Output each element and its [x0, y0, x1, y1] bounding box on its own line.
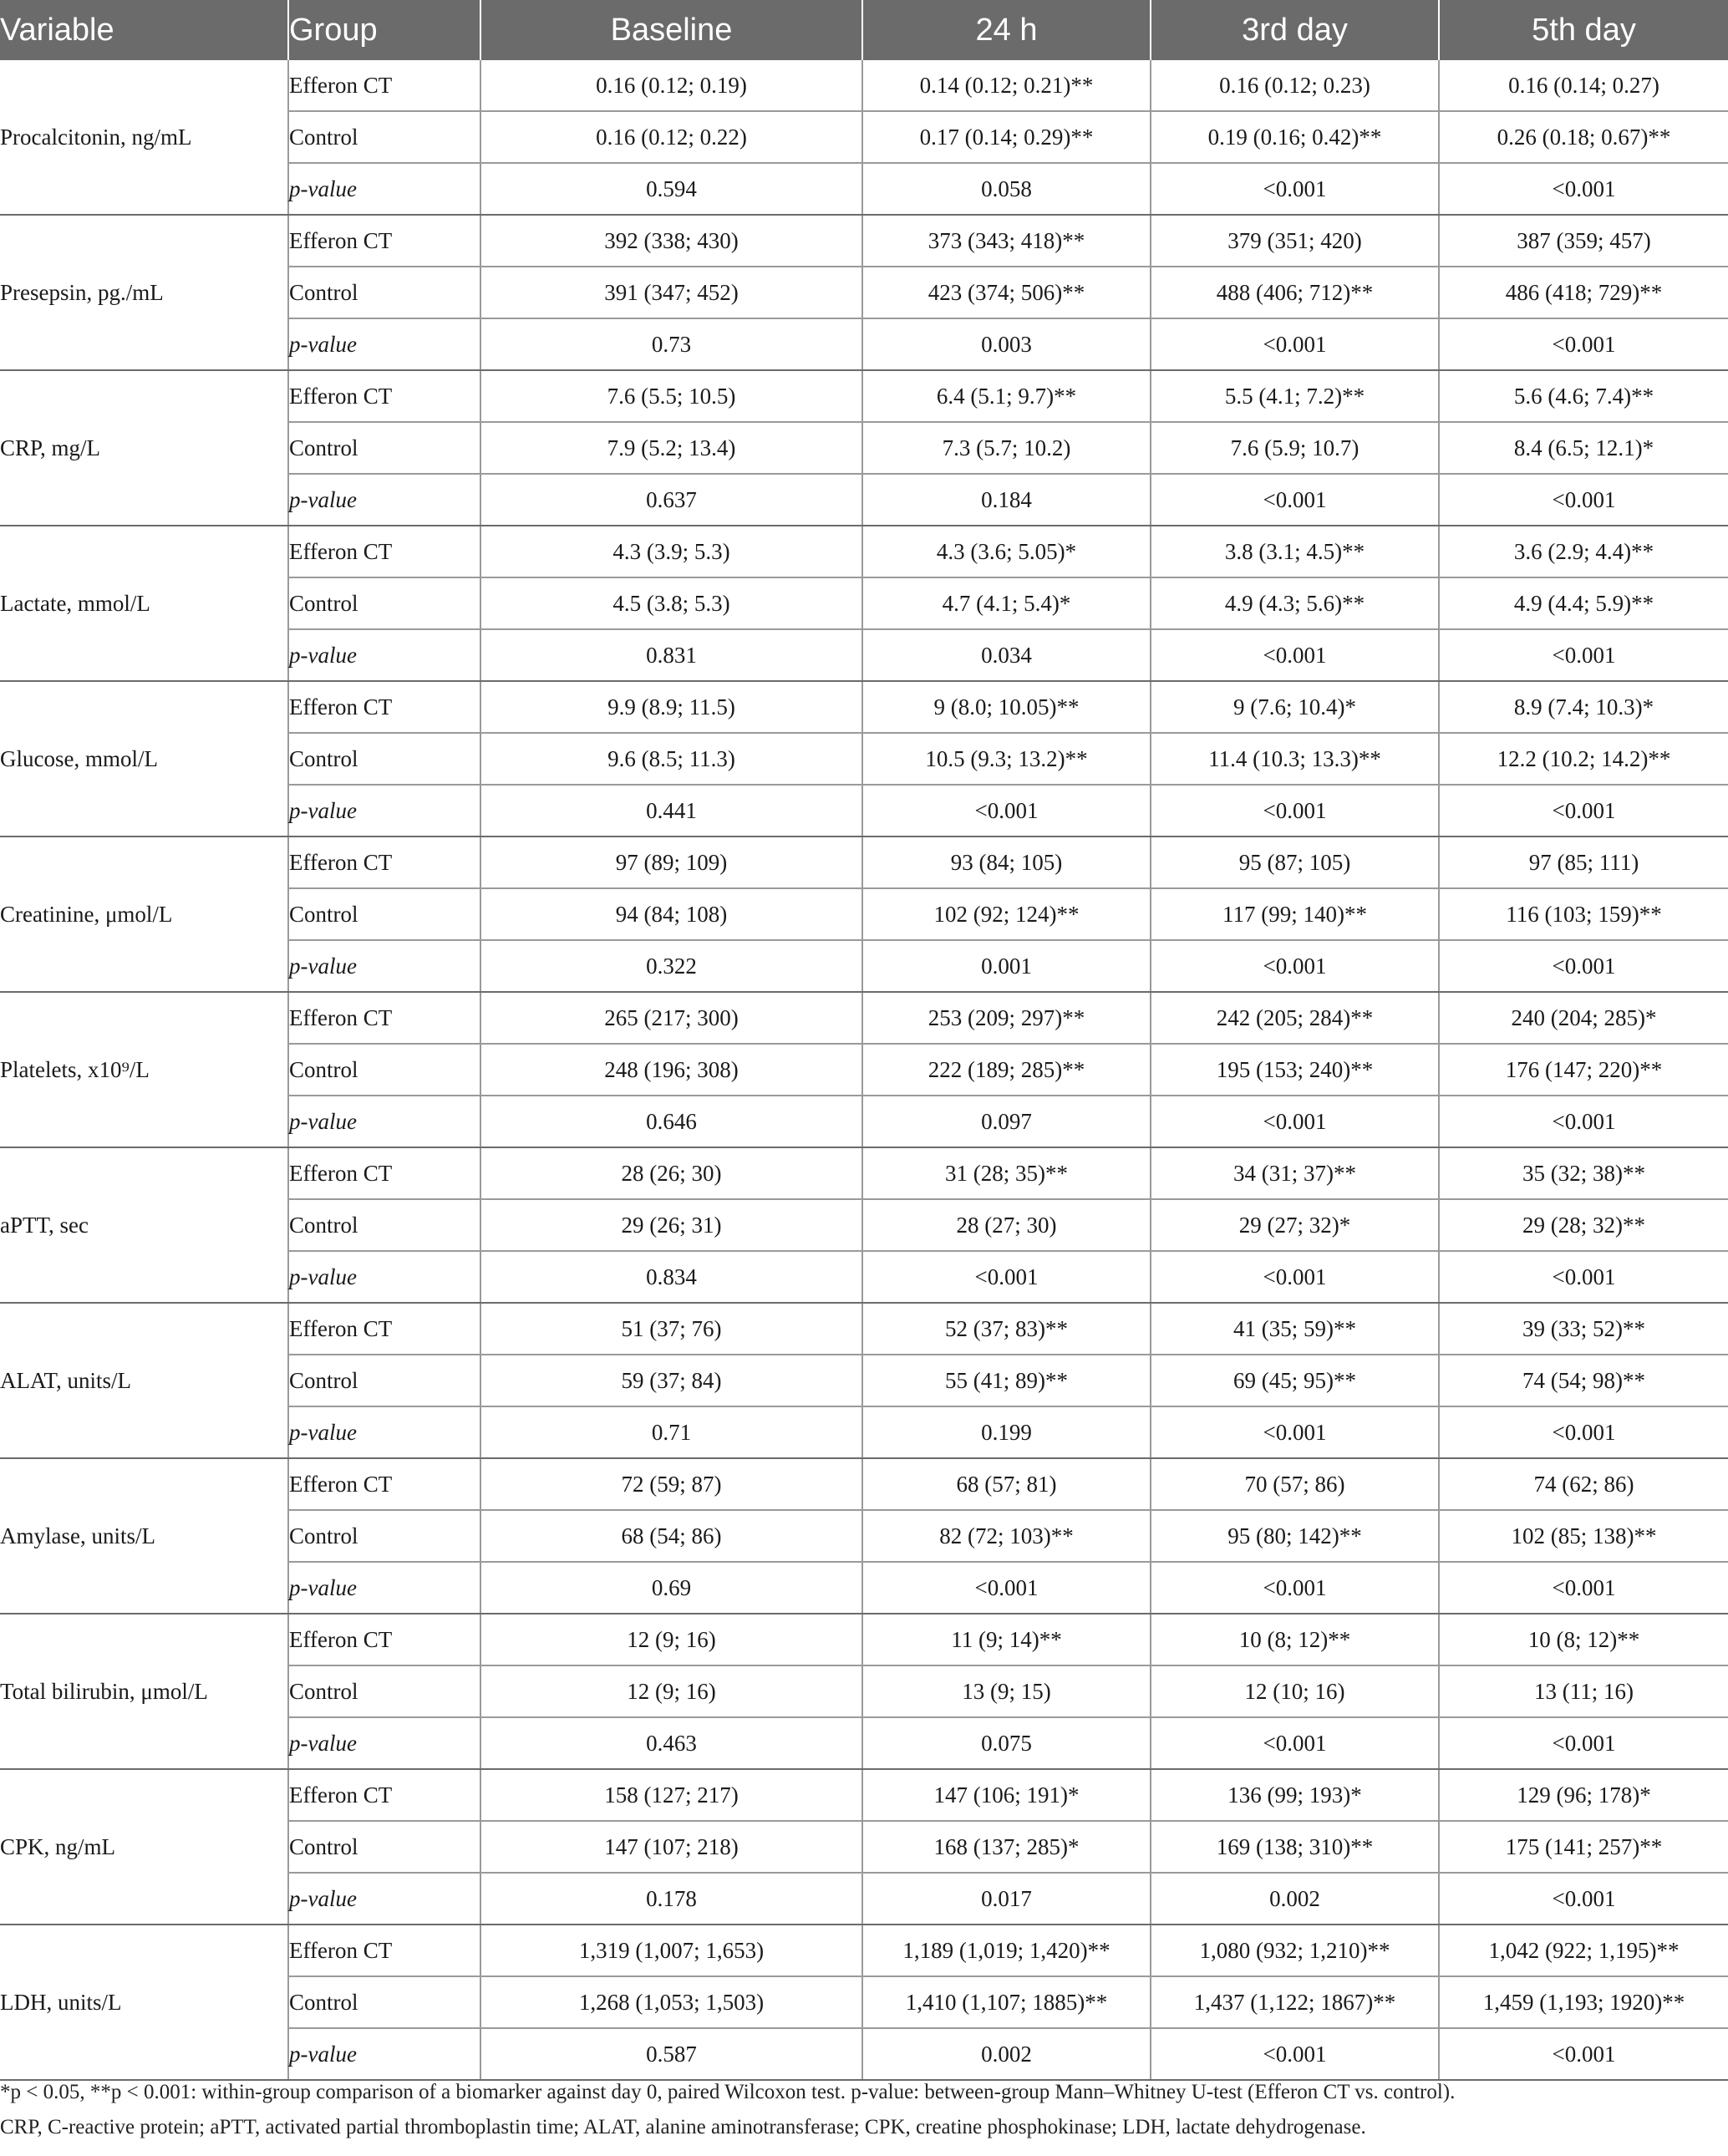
- value-cell: 4.9 (4.3; 5.6)**: [1151, 577, 1439, 629]
- group-cell: Efferon CT: [288, 836, 480, 888]
- value-cell: 0.199: [862, 1406, 1151, 1458]
- table-row: [0, 992, 1728, 1044]
- value-cell: 0.003: [862, 318, 1151, 370]
- value-cell: 0.834: [480, 1251, 862, 1303]
- value-cell: 102 (85; 138)**: [1439, 1510, 1728, 1562]
- value-cell: <0.001: [1151, 1562, 1439, 1614]
- group-cell: Control: [288, 1199, 480, 1251]
- table-row: [0, 1769, 1728, 1821]
- variable-cell: Creatinine, μmol/L: [0, 836, 288, 992]
- group-cell: Efferon CT: [288, 1458, 480, 1510]
- value-cell: 68 (54; 86): [480, 1510, 862, 1562]
- group-cell: Control: [288, 422, 480, 474]
- value-cell: 5.5 (4.1; 7.2)**: [1151, 370, 1439, 422]
- table-row: [0, 1925, 1728, 1976]
- group-cell: Efferon CT: [288, 681, 480, 733]
- value-cell: <0.001: [862, 1562, 1151, 1614]
- value-cell: <0.001: [1439, 318, 1728, 370]
- group-cell: p-value: [288, 1873, 480, 1925]
- value-cell: 1,410 (1,107; 1885)**: [862, 1976, 1151, 2028]
- value-cell: 70 (57; 86): [1151, 1458, 1439, 1510]
- value-cell: <0.001: [1151, 1251, 1439, 1303]
- value-cell: 0.097: [862, 1096, 1151, 1147]
- value-cell: 97 (85; 111): [1439, 836, 1728, 888]
- value-cell: 392 (338; 430): [480, 215, 862, 267]
- value-cell: 0.184: [862, 474, 1151, 526]
- value-cell: 13 (9; 15): [862, 1665, 1151, 1717]
- value-cell: <0.001: [1439, 163, 1728, 215]
- value-cell: 116 (103; 159)**: [1439, 888, 1728, 940]
- group-cell: p-value: [288, 785, 480, 836]
- value-cell: 74 (62; 86): [1439, 1458, 1728, 1510]
- variable-cell: Platelets, x10⁹/L: [0, 992, 288, 1147]
- group-cell: Efferon CT: [288, 215, 480, 267]
- value-cell: 0.322: [480, 940, 862, 992]
- table-body: [0, 60, 1728, 2080]
- table-row: [0, 60, 1728, 111]
- header-5th-day: 5th day: [1439, 0, 1728, 60]
- value-cell: 0.001: [862, 940, 1151, 992]
- value-cell: 0.002: [1151, 1873, 1439, 1925]
- value-cell: 68 (57; 81): [862, 1458, 1151, 1510]
- group-cell: p-value: [288, 629, 480, 681]
- group-cell: p-value: [288, 1562, 480, 1614]
- value-cell: 5.6 (4.6; 7.4)**: [1439, 370, 1728, 422]
- group-cell: Control: [288, 1821, 480, 1873]
- value-cell: <0.001: [1151, 629, 1439, 681]
- table-row: [0, 215, 1728, 267]
- header-24h: 24 h: [862, 0, 1151, 60]
- value-cell: <0.001: [1439, 940, 1728, 992]
- variable-cell: Glucose, mmol/L: [0, 681, 288, 836]
- group-cell: p-value: [288, 318, 480, 370]
- variable-cell: Presepsin, pg./mL: [0, 215, 288, 370]
- value-cell: 240 (204; 285)*: [1439, 992, 1728, 1044]
- value-cell: 176 (147; 220)**: [1439, 1044, 1728, 1096]
- value-cell: 72 (59; 87): [480, 1458, 862, 1510]
- value-cell: <0.001: [1151, 1717, 1439, 1769]
- value-cell: <0.001: [1439, 474, 1728, 526]
- group-cell: Control: [288, 1044, 480, 1096]
- value-cell: 423 (374; 506)**: [862, 267, 1151, 318]
- table-row: [0, 526, 1728, 577]
- value-cell: 11 (9; 14)**: [862, 1614, 1151, 1665]
- value-cell: 1,437 (1,122; 1867)**: [1151, 1976, 1439, 2028]
- value-cell: 93 (84; 105): [862, 836, 1151, 888]
- value-cell: 95 (87; 105): [1151, 836, 1439, 888]
- value-cell: 102 (92; 124)**: [862, 888, 1151, 940]
- value-cell: 9.9 (8.9; 11.5): [480, 681, 862, 733]
- value-cell: <0.001: [1439, 1406, 1728, 1458]
- value-cell: <0.001: [1151, 318, 1439, 370]
- value-cell: 0.058: [862, 163, 1151, 215]
- value-cell: 158 (127; 217): [480, 1769, 862, 1821]
- group-cell: Control: [288, 111, 480, 163]
- group-cell: Control: [288, 1510, 480, 1562]
- value-cell: <0.001: [1151, 163, 1439, 215]
- value-cell: 59 (37; 84): [480, 1355, 862, 1406]
- value-cell: 0.463: [480, 1717, 862, 1769]
- value-cell: 242 (205; 284)**: [1151, 992, 1439, 1044]
- value-cell: 1,268 (1,053; 1,503): [480, 1976, 862, 2028]
- value-cell: 0.69: [480, 1562, 862, 1614]
- value-cell: 0.178: [480, 1873, 862, 1925]
- group-cell: p-value: [288, 1717, 480, 1769]
- value-cell: 147 (106; 191)*: [862, 1769, 1151, 1821]
- value-cell: 4.3 (3.9; 5.3): [480, 526, 862, 577]
- value-cell: 117 (99; 140)**: [1151, 888, 1439, 940]
- value-cell: 12.2 (10.2; 14.2)**: [1439, 733, 1728, 785]
- value-cell: 391 (347; 452): [480, 267, 862, 318]
- variable-cell: Procalcitonin, ng/mL: [0, 60, 288, 215]
- group-cell: p-value: [288, 1251, 480, 1303]
- value-cell: 8.4 (6.5; 12.1)*: [1439, 422, 1728, 474]
- variable-cell: aPTT, sec: [0, 1147, 288, 1303]
- group-cell: Efferon CT: [288, 1614, 480, 1665]
- value-cell: 13 (11; 16): [1439, 1665, 1728, 1717]
- value-cell: 55 (41; 89)**: [862, 1355, 1151, 1406]
- group-cell: p-value: [288, 940, 480, 992]
- value-cell: 10.5 (9.3; 13.2)**: [862, 733, 1151, 785]
- value-cell: 3.8 (3.1; 4.5)**: [1151, 526, 1439, 577]
- footnote-abbreviations: CRP, C-reactive protein; aPTT, activated partial thromboplastin time; ALAT, alanine aminotransferase; CPK, creatine phosphokinase; LDH, lactate dehydrogenase.: [0, 2116, 1366, 2138]
- value-cell: 168 (137; 285)*: [862, 1821, 1151, 1873]
- header-baseline: Baseline: [480, 0, 862, 60]
- group-cell: Efferon CT: [288, 526, 480, 577]
- value-cell: 222 (189; 285)**: [862, 1044, 1151, 1096]
- footnote-significance: *p < 0.05, **p < 0.001: within-group comparison of a biomarker against day 0, paired Wilcoxon test. p-value: between-group Mann–Whitney U-test (Efferon CT vs. control).: [0, 2081, 1456, 2103]
- value-cell: 0.034: [862, 629, 1151, 681]
- variable-cell: Amylase, units/L: [0, 1458, 288, 1614]
- header-group: Group: [288, 0, 480, 60]
- table-row: [0, 1614, 1728, 1665]
- value-cell: 10 (8; 12)**: [1439, 1614, 1728, 1665]
- value-cell: <0.001: [1439, 629, 1728, 681]
- variable-cell: ALAT, units/L: [0, 1303, 288, 1458]
- value-cell: 0.16 (0.12; 0.23): [1151, 60, 1439, 111]
- value-cell: 51 (37; 76): [480, 1303, 862, 1355]
- value-cell: 0.16 (0.14; 0.27): [1439, 60, 1728, 111]
- value-cell: 12 (9; 16): [480, 1614, 862, 1665]
- variable-cell: Lactate, mmol/L: [0, 526, 288, 681]
- value-cell: <0.001: [1439, 785, 1728, 836]
- variable-cell: LDH, units/L: [0, 1925, 288, 2080]
- value-cell: <0.001: [1151, 940, 1439, 992]
- value-cell: <0.001: [1151, 785, 1439, 836]
- value-cell: 9.6 (8.5; 11.3): [480, 733, 862, 785]
- value-cell: 253 (209; 297)**: [862, 992, 1151, 1044]
- header-variable: Variable: [0, 0, 288, 60]
- value-cell: 4.5 (3.8; 5.3): [480, 577, 862, 629]
- value-cell: 0.637: [480, 474, 862, 526]
- value-cell: 11.4 (10.3; 13.3)**: [1151, 733, 1439, 785]
- value-cell: 41 (35; 59)**: [1151, 1303, 1439, 1355]
- value-cell: 34 (31; 37)**: [1151, 1147, 1439, 1199]
- value-cell: 4.7 (4.1; 5.4)*: [862, 577, 1151, 629]
- table-row: [0, 370, 1728, 422]
- table-row: [0, 836, 1728, 888]
- group-cell: Control: [288, 1355, 480, 1406]
- value-cell: <0.001: [1439, 1562, 1728, 1614]
- group-cell: p-value: [288, 474, 480, 526]
- group-cell: Control: [288, 267, 480, 318]
- value-cell: 129 (96; 178)*: [1439, 1769, 1728, 1821]
- value-cell: 0.017: [862, 1873, 1151, 1925]
- value-cell: 95 (80; 142)**: [1151, 1510, 1439, 1562]
- group-cell: Efferon CT: [288, 1769, 480, 1821]
- value-cell: <0.001: [862, 1251, 1151, 1303]
- value-cell: 9 (7.6; 10.4)*: [1151, 681, 1439, 733]
- table-row: [0, 1458, 1728, 1510]
- group-cell: Efferon CT: [288, 60, 480, 111]
- value-cell: 6.4 (5.1; 9.7)**: [862, 370, 1151, 422]
- value-cell: 1,459 (1,193; 1920)**: [1439, 1976, 1728, 2028]
- group-cell: Efferon CT: [288, 1147, 480, 1199]
- value-cell: 7.6 (5.9; 10.7): [1151, 422, 1439, 474]
- value-cell: 35 (32; 38)**: [1439, 1147, 1728, 1199]
- value-cell: 74 (54; 98)**: [1439, 1355, 1728, 1406]
- value-cell: 0.71: [480, 1406, 862, 1458]
- value-cell: 387 (359; 457): [1439, 215, 1728, 267]
- value-cell: 82 (72; 103)**: [862, 1510, 1151, 1562]
- group-cell: Efferon CT: [288, 1303, 480, 1355]
- group-cell: p-value: [288, 1406, 480, 1458]
- value-cell: 147 (107; 218): [480, 1821, 862, 1873]
- group-cell: p-value: [288, 1096, 480, 1147]
- value-cell: 379 (351; 420): [1151, 215, 1439, 267]
- value-cell: 169 (138; 310)**: [1151, 1821, 1439, 1873]
- value-cell: 0.14 (0.12; 0.21)**: [862, 60, 1151, 111]
- group-cell: Efferon CT: [288, 370, 480, 422]
- value-cell: <0.001: [1439, 1251, 1728, 1303]
- group-cell: p-value: [288, 163, 480, 215]
- value-cell: 7.9 (5.2; 13.4): [480, 422, 862, 474]
- value-cell: <0.001: [862, 785, 1151, 836]
- value-cell: 0.73: [480, 318, 862, 370]
- value-cell: 9 (8.0; 10.05)**: [862, 681, 1151, 733]
- table-row: [0, 1147, 1728, 1199]
- group-cell: Control: [288, 733, 480, 785]
- value-cell: 29 (28; 32)**: [1439, 1199, 1728, 1251]
- value-cell: <0.001: [1439, 1873, 1728, 1925]
- value-cell: 373 (343; 418)**: [862, 215, 1151, 267]
- group-cell: Control: [288, 888, 480, 940]
- value-cell: 12 (9; 16): [480, 1665, 862, 1717]
- value-cell: 486 (418; 729)**: [1439, 267, 1728, 318]
- variable-cell: Total bilirubin, μmol/L: [0, 1614, 288, 1769]
- value-cell: 136 (99; 193)*: [1151, 1769, 1439, 1821]
- value-cell: 4.9 (4.4; 5.9)**: [1439, 577, 1728, 629]
- value-cell: 29 (27; 32)*: [1151, 1199, 1439, 1251]
- variable-cell: CRP, mg/L: [0, 370, 288, 526]
- value-cell: 0.17 (0.14; 0.29)**: [862, 111, 1151, 163]
- value-cell: <0.001: [1151, 2028, 1439, 2080]
- value-cell: 31 (28; 35)**: [862, 1147, 1151, 1199]
- value-cell: <0.001: [1439, 1717, 1728, 1769]
- group-cell: Control: [288, 1976, 480, 2028]
- value-cell: 0.831: [480, 629, 862, 681]
- value-cell: 12 (10; 16): [1151, 1665, 1439, 1717]
- value-cell: 0.587: [480, 2028, 862, 2080]
- value-cell: 28 (27; 30): [862, 1199, 1151, 1251]
- value-cell: 8.9 (7.4; 10.3)*: [1439, 681, 1728, 733]
- header-3rd-day: 3rd day: [1151, 0, 1439, 60]
- group-cell: Efferon CT: [288, 1925, 480, 1976]
- value-cell: 488 (406; 712)**: [1151, 267, 1439, 318]
- value-cell: 0.16 (0.12; 0.19): [480, 60, 862, 111]
- variable-cell: CPK, ng/mL: [0, 1769, 288, 1925]
- value-cell: 0.075: [862, 1717, 1151, 1769]
- value-cell: 4.3 (3.6; 5.05)*: [862, 526, 1151, 577]
- value-cell: 3.6 (2.9; 4.4)**: [1439, 526, 1728, 577]
- value-cell: 175 (141; 257)**: [1439, 1821, 1728, 1873]
- value-cell: <0.001: [1151, 1096, 1439, 1147]
- group-cell: p-value: [288, 2028, 480, 2080]
- value-cell: 69 (45; 95)**: [1151, 1355, 1439, 1406]
- value-cell: 29 (26; 31): [480, 1199, 862, 1251]
- value-cell: 248 (196; 308): [480, 1044, 862, 1096]
- group-cell: Control: [288, 577, 480, 629]
- group-cell: Efferon CT: [288, 992, 480, 1044]
- value-cell: <0.001: [1151, 474, 1439, 526]
- table-header-row: [0, 0, 1728, 60]
- table-row: [0, 1303, 1728, 1355]
- value-cell: 52 (37; 83)**: [862, 1303, 1151, 1355]
- value-cell: 39 (33; 52)**: [1439, 1303, 1728, 1355]
- value-cell: 0.002: [862, 2028, 1151, 2080]
- value-cell: 0.594: [480, 163, 862, 215]
- value-cell: 28 (26; 30): [480, 1147, 862, 1199]
- value-cell: <0.001: [1151, 1406, 1439, 1458]
- value-cell: 10 (8; 12)**: [1151, 1614, 1439, 1665]
- value-cell: 1,189 (1,019; 1,420)**: [862, 1925, 1151, 1976]
- value-cell: 94 (84; 108): [480, 888, 862, 940]
- value-cell: 7.3 (5.7; 10.2): [862, 422, 1151, 474]
- value-cell: 97 (89; 109): [480, 836, 862, 888]
- value-cell: 0.19 (0.16; 0.42)**: [1151, 111, 1439, 163]
- value-cell: 7.6 (5.5; 10.5): [480, 370, 862, 422]
- value-cell: 195 (153; 240)**: [1151, 1044, 1439, 1096]
- value-cell: 0.441: [480, 785, 862, 836]
- value-cell: 0.26 (0.18; 0.67)**: [1439, 111, 1728, 163]
- value-cell: 1,042 (922; 1,195)**: [1439, 1925, 1728, 1976]
- value-cell: 1,080 (932; 1,210)**: [1151, 1925, 1439, 1976]
- value-cell: 0.16 (0.12; 0.22): [480, 111, 862, 163]
- value-cell: <0.001: [1439, 1096, 1728, 1147]
- value-cell: 0.646: [480, 1096, 862, 1147]
- table-row: [0, 681, 1728, 733]
- value-cell: <0.001: [1439, 2028, 1728, 2080]
- value-cell: 1,319 (1,007; 1,653): [480, 1925, 862, 1976]
- value-cell: 265 (217; 300): [480, 992, 862, 1044]
- group-cell: Control: [288, 1665, 480, 1717]
